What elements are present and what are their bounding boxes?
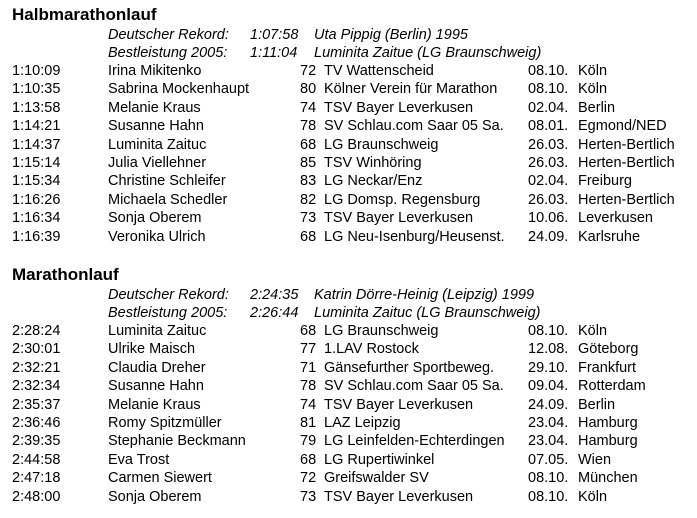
result-time: 1:15:14 [12, 154, 61, 171]
record-holder: Uta Pippig (Berlin) 1995 [314, 27, 468, 43]
record-time: 2:24:35 [250, 287, 299, 303]
birth-year: 82 [300, 191, 317, 208]
section-title: Halbmarathonlauf [12, 5, 157, 24]
birth-year: 72 [300, 470, 317, 487]
result-row [0, 80, 697, 98]
birth-year: 72 [300, 63, 317, 79]
athlete-name: Veronika Ulrich [108, 228, 206, 245]
club-name: LG Domsp. Regensburg [324, 191, 481, 208]
club-name: TSV Bayer Leverkusen [324, 396, 474, 413]
marathon-section [0, 264, 697, 506]
result-row [0, 191, 697, 209]
record-time: 2:26:44 [250, 305, 299, 321]
athlete-name: Luminita Zaituc [108, 136, 207, 153]
result-time: 1:14:37 [12, 136, 61, 153]
race-date: 26.03. [528, 154, 569, 171]
athlete-name: Ulrike Maisch [108, 341, 196, 358]
club-name: Gänsefurther Sportbeweg. [324, 359, 495, 376]
result-time: 2:36:46 [12, 414, 61, 431]
athlete-name: Christine Schleifer [108, 173, 226, 190]
result-time: 2:39:35 [12, 433, 61, 450]
athlete-name: Carmen Siewert [108, 470, 212, 487]
race-place: Leverkusen [578, 210, 653, 227]
result-time: 1:16:26 [12, 191, 61, 208]
record-label: Bestleistung 2005: [108, 45, 228, 61]
club-name: LG Leinfelden-Echterdingen [324, 433, 505, 450]
result-row [0, 209, 697, 227]
club-name: Kölner Verein für Marathon [324, 81, 498, 98]
athlete-name: Melanie Kraus [108, 396, 201, 413]
record-label: Deutscher Rekord: [108, 27, 229, 43]
results-list [0, 322, 697, 506]
athlete-name: Sonja Oberem [108, 210, 202, 227]
result-time: 2:32:21 [12, 359, 61, 376]
record-label: Bestleistung 2005: [108, 305, 228, 321]
race-date: 29.10. [528, 359, 569, 376]
race-date: 02.04. [528, 99, 569, 116]
result-row [0, 340, 697, 358]
race-date: 08.10. [528, 323, 569, 339]
race-date: 24.09. [528, 228, 569, 245]
record-line-national [0, 26, 697, 44]
club-name: Greifswalder SV [324, 470, 429, 487]
birth-year: 78 [300, 118, 317, 135]
result-time: 1:15:34 [12, 173, 61, 190]
record-time: 1:11:04 [250, 45, 298, 61]
birth-year: 74 [300, 99, 317, 116]
race-place: Göteborg [578, 341, 639, 358]
race-place: Köln [578, 81, 608, 98]
club-name: LG Neckar/Enz [324, 173, 423, 190]
athlete-name: Eva Trost [108, 451, 170, 468]
race-date: 23.04. [528, 414, 569, 431]
birth-year: 68 [300, 451, 317, 468]
race-date: 08.01. [528, 118, 569, 135]
birth-year: 78 [300, 378, 317, 395]
record-holder: Katrin Dörre-Heinig (Leipzig) 1999 [314, 287, 535, 303]
result-time: 1:14:21 [12, 118, 61, 135]
birth-year: 80 [300, 81, 317, 98]
section-title: Marathonlauf [12, 265, 119, 284]
result-row [0, 322, 697, 340]
record-line-national [0, 286, 697, 304]
record-label: Deutscher Rekord: [108, 287, 229, 303]
birth-year: 81 [300, 414, 317, 431]
race-place: Köln [578, 488, 608, 505]
athlete-name: Sabrina Mockenhaupt [108, 81, 250, 98]
athlete-name: Romy Spitzmüller [108, 414, 222, 431]
race-date: 23.04. [528, 433, 569, 450]
club-name: LG Braunschweig [324, 136, 439, 153]
result-time: 1:10:09 [12, 63, 61, 79]
athlete-name: Irina Mikitenko [108, 63, 202, 79]
result-row [0, 136, 697, 154]
race-place: Egmond/NED [578, 118, 667, 135]
club-name: SV Schlau.com Saar 05 Sa. [324, 378, 504, 395]
race-place: Wien [578, 451, 612, 468]
athlete-name: Julia Viellehner [108, 154, 207, 171]
club-name: TSV Winhöring [324, 154, 422, 171]
race-date: 09.04. [528, 378, 569, 395]
birth-year: 77 [300, 341, 317, 358]
race-date: 08.10. [528, 488, 569, 505]
result-row [0, 117, 697, 135]
result-row [0, 432, 697, 450]
race-date: 10.06. [528, 210, 569, 227]
race-place: Karlsruhe [578, 228, 641, 245]
record-line-season [0, 44, 697, 62]
club-name: TSV Bayer Leverkusen [324, 99, 474, 116]
race-date: 26.03. [528, 191, 569, 208]
result-row [0, 396, 697, 414]
race-date: 07.05. [528, 451, 569, 468]
race-date: 12.08. [528, 341, 569, 358]
result-time: 2:48:00 [12, 488, 61, 505]
race-date: 08.10. [528, 63, 569, 79]
result-time: 2:47:18 [12, 470, 61, 487]
race-place: Herten-Bertlich [578, 154, 675, 171]
race-place: Herten-Bertlich [578, 136, 675, 153]
result-time: 2:28:24 [12, 323, 61, 339]
athlete-name: Luminita Zaituc [108, 323, 207, 339]
result-time: 1:16:39 [12, 228, 61, 245]
result-time: 2:35:37 [12, 396, 61, 413]
race-place: Rotterdam [578, 378, 646, 395]
club-name: LG Neu-Isenburg/Heusenst. [324, 228, 505, 245]
race-place: Berlin [578, 99, 616, 116]
athlete-name: Claudia Dreher [108, 359, 206, 376]
result-time: 1:16:34 [12, 210, 61, 227]
race-place: Köln [578, 323, 608, 339]
record-line-season [0, 304, 697, 322]
athlete-name: Melanie Kraus [108, 99, 201, 116]
result-row [0, 451, 697, 469]
record-holder: Luminita Zaituc (LG Braunschweig) [314, 305, 541, 321]
result-time: 2:30:01 [12, 341, 61, 358]
race-place: Berlin [578, 396, 616, 413]
results-list [0, 62, 697, 246]
result-row [0, 414, 697, 432]
club-name: TSV Bayer Leverkusen [324, 488, 474, 505]
race-place: Freiburg [578, 173, 632, 190]
club-name: LG Braunschweig [324, 323, 439, 339]
birth-year: 74 [300, 396, 317, 413]
race-date: 26.03. [528, 136, 569, 153]
result-row [0, 488, 697, 506]
athlete-name: Sonja Oberem [108, 488, 202, 505]
halbmarathon-section [0, 4, 697, 246]
race-place: Hamburg [578, 414, 638, 431]
birth-year: 68 [300, 136, 317, 153]
athlete-name: Susanne Hahn [108, 378, 204, 395]
result-row [0, 228, 697, 246]
race-place: Köln [578, 63, 608, 79]
race-place: Herten-Bertlich [578, 191, 675, 208]
record-time: 1:07:58 [250, 27, 299, 43]
race-date: 02.04. [528, 173, 569, 190]
club-name: LAZ Leipzig [324, 414, 401, 431]
athlete-name: Stephanie Beckmann [108, 433, 246, 450]
result-time: 2:32:34 [12, 378, 61, 395]
athlete-name: Michaela Schedler [108, 191, 228, 208]
record-holder: Luminita Zaitue (LG Braunschweig) [314, 45, 542, 61]
race-place: Frankfurt [578, 359, 637, 376]
result-row [0, 377, 697, 395]
birth-year: 71 [300, 359, 317, 376]
result-row [0, 469, 697, 487]
birth-year: 85 [300, 154, 317, 171]
result-row [0, 359, 697, 377]
result-row [0, 99, 697, 117]
race-date: 08.10. [528, 470, 569, 487]
athlete-name: Susanne Hahn [108, 118, 204, 135]
birth-year: 73 [300, 210, 317, 227]
club-name: LG Rupertiwinkel [324, 451, 435, 468]
birth-year: 79 [300, 433, 317, 450]
result-time: 2:44:58 [12, 451, 61, 468]
race-place: Hamburg [578, 433, 638, 450]
club-name: SV Schlau.com Saar 05 Sa. [324, 118, 504, 135]
result-row [0, 154, 697, 172]
club-name: TV Wattenscheid [324, 63, 434, 79]
race-place: München [578, 470, 638, 487]
result-row [0, 172, 697, 190]
birth-year: 83 [300, 173, 317, 190]
club-name: TSV Bayer Leverkusen [324, 210, 474, 227]
race-date: 08.10. [528, 81, 569, 98]
race-date: 24.09. [528, 396, 569, 413]
result-row [0, 62, 697, 80]
result-time: 1:10:35 [12, 81, 61, 98]
birth-year: 68 [300, 228, 317, 245]
birth-year: 68 [300, 323, 317, 339]
birth-year: 73 [300, 488, 317, 505]
result-time: 1:13:58 [12, 99, 61, 116]
club-name: 1.LAV Rostock [324, 341, 419, 358]
